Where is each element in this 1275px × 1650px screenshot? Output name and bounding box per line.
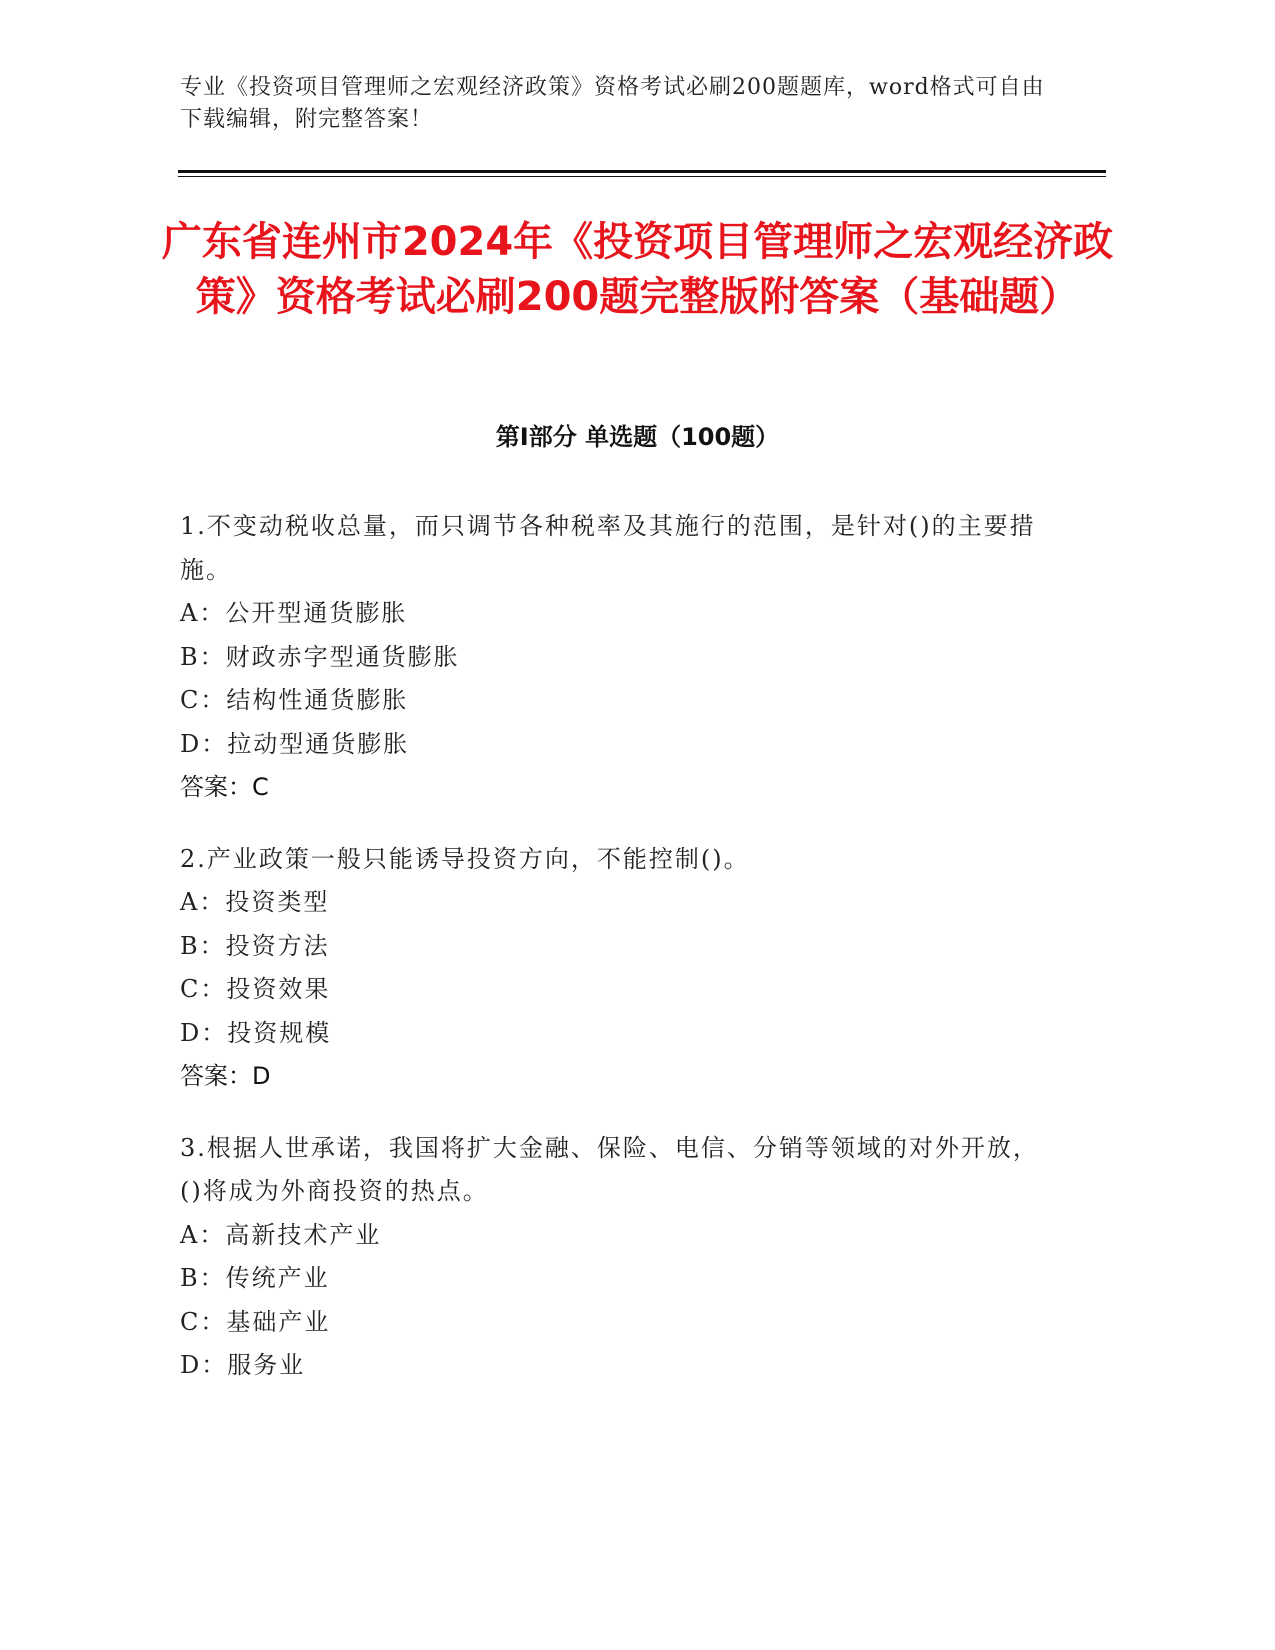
question-option-d: D：服务业 [180, 1351, 306, 1379]
header-rule-thick [178, 170, 1106, 173]
question-option-b: B：财政赤字型通货膨胀 [180, 642, 460, 671]
question-stem: 3.根据人世承诺，我国将扩大金融、保险、电信、分销等领域的对外开放，()将成为外商投资的热点。 [180, 1133, 1039, 1205]
question-option-b: B：传统产业 [180, 1264, 330, 1292]
question-option-a: A：高新技术产业 [180, 1220, 382, 1249]
question-item [180, 505, 1060, 810]
question-answer: 答案：C [180, 773, 269, 801]
question-stem: 1.不变动税收总量，而只调节各种税率及其施行的范围，是针对()的主要措施。 [180, 512, 1036, 584]
question-option-d: D：拉动型通货膨胀 [180, 729, 410, 758]
question-list [180, 505, 1060, 1416]
question-item [180, 1127, 1060, 1388]
question-option-a: A：公开型通货膨胀 [180, 599, 408, 627]
question-answer: 答案：D [180, 1062, 271, 1090]
question-option-b: B：投资方法 [180, 931, 330, 960]
question-option-c: C：基础产业 [180, 1307, 331, 1336]
header-note: 专业《投资项目管理师之宏观经济政策》资格考试必刷200题题库，word格式可自由下载编辑，附完整答案！ [180, 75, 1045, 132]
section-heading: 第Ⅰ部分 单选题（100题） [495, 423, 780, 451]
question-option-c: C：投资效果 [180, 975, 331, 1003]
question-item [180, 838, 1060, 1099]
header-rule-thin [178, 176, 1106, 177]
question-option-a: A：投资类型 [180, 888, 330, 916]
document-title: 广东省连州市2024年《投资项目管理师之宏观经济政策》资格考试必刷200题完整版附答案（基础题） [161, 219, 1114, 320]
question-option-d: D：投资规模 [180, 1018, 332, 1047]
question-option-c: C：结构性通货膨胀 [180, 686, 409, 714]
question-stem: 2.产业政策一般只能诱导投资方向，不能控制()。 [180, 844, 750, 873]
